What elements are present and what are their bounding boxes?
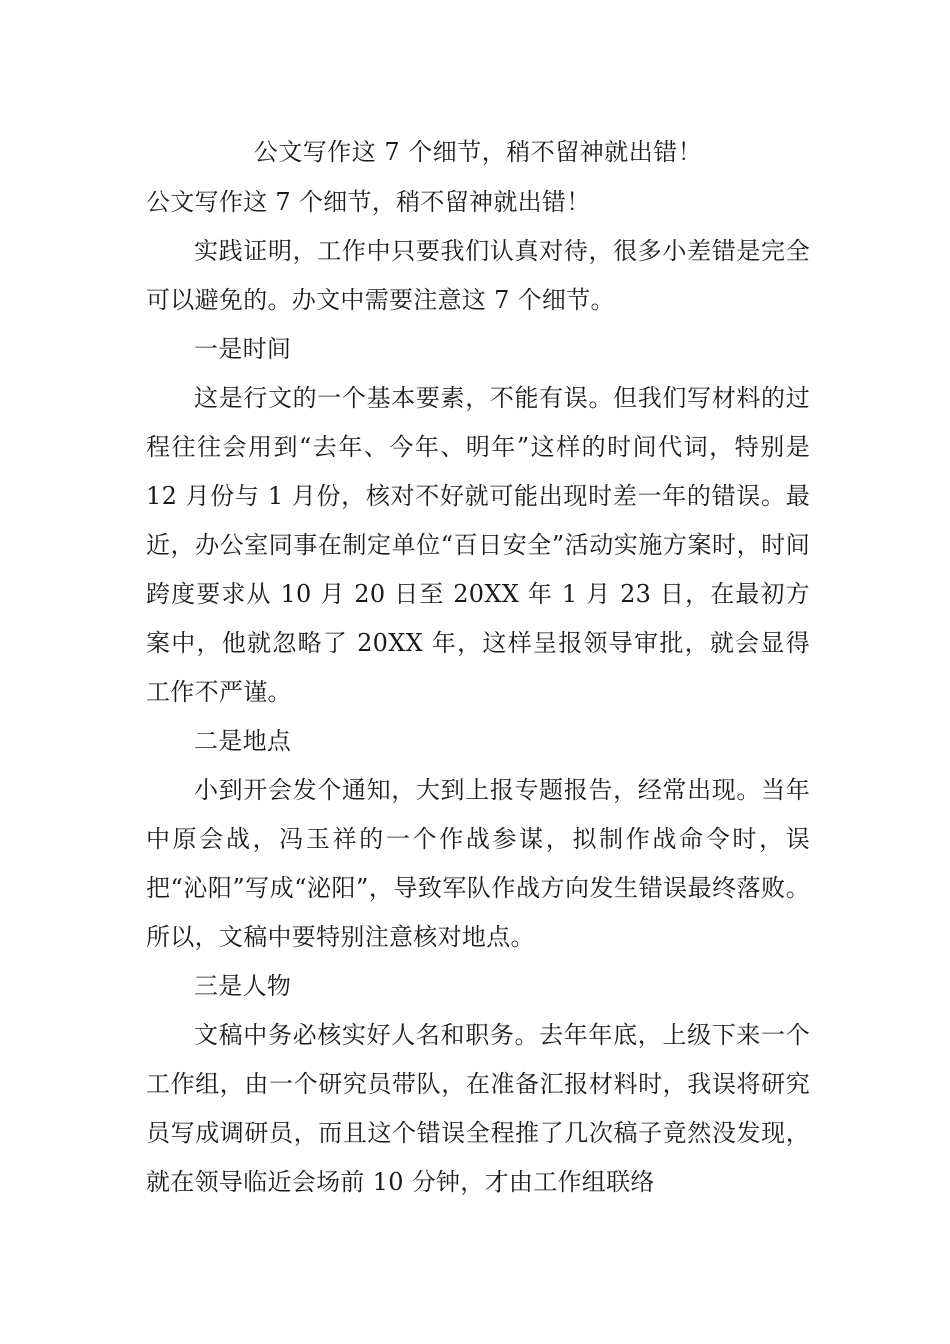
location-paragraph: 小到开会发个通知，大到上报专题报告，经常出现。当年中原会战，冯玉祥的一个作战参谋，拟制作战命令时，误把“沁阳”写成“泌阳”，导致军队作战方向发生错误最终落败。所以，文稿中要特别注意核对地点。: [146, 776, 810, 951]
section-heading-time: 一是时间: [194, 335, 292, 363]
time-paragraph: 这是行文的一个基本要素，不能有误。但我们写材料的过程往往会用到“去年、今年、明年”这样的时间代词，特别是 12 月份与 1 月份，核对不好就可能出现时差一年的错误。最近，办公室同事在制定单位“百日安全”活动实施方案时，时间跨度要求从 10 月 20 日至 20XX 年 1 月 23 日，在最初方案中，他就忽略了 20XX 年，这样呈报领导审批，就会显得工作不严谨。: [146, 384, 810, 706]
people-paragraph: 文稿中务必核实好人名和职务。去年年底，上级下来一个工作组，由一个研究员带队，在准备汇报材料时，我误将研究员写成调研员，而且这个错误全程推了几次稿子竟然没发现，就在领导临近会场前 10 分钟，才由工作组联络: [146, 1021, 810, 1196]
document-subtitle: 公文写作这 7 个细节，稍不留神就出错！: [146, 188, 591, 216]
section-heading-people: 三是人物: [194, 972, 292, 1000]
document-page: [146, 128, 810, 1207]
section-heading-location: 二是地点: [194, 727, 292, 755]
document-title: 公文写作这 7 个细节，稍不留神就出错！: [253, 138, 703, 166]
intro-paragraph: 实践证明，工作中只要我们认真对待，很多小差错是完全可以避免的。办文中需要注意这 7 个细节。: [146, 237, 810, 314]
